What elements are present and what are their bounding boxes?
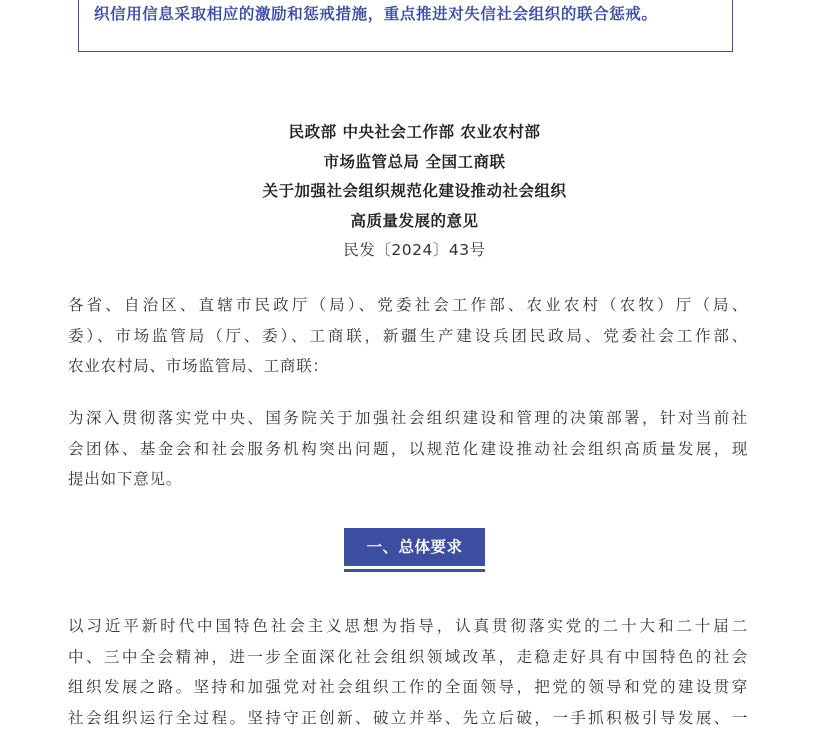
document-number: 民发〔2024〕43号: [0, 236, 829, 266]
section-header: [0, 528, 829, 569]
title-line-1: 关于加强社会组织规范化建设推动社会组织: [0, 177, 829, 207]
issuers-line-2: 市场监管总局 全国工商联: [0, 148, 829, 178]
intro-line: 提出如下意见。: [68, 464, 748, 495]
issuers-line-1: 民政部 中央社会工作部 农业农村部: [0, 118, 829, 148]
document-heading: [0, 118, 829, 266]
addressees-line: 农业农村局、市场监管局、工商联：: [68, 351, 748, 382]
body-line: 中、三中全会精神，进一步全面深化社会组织领域改革，走稳走好具有中国特色的社会: [68, 642, 748, 673]
body-line: 社会组织运行全过程。坚持守正创新、破立并举、先立后破，一手抓积极引导发展、一: [68, 703, 748, 733]
body-paragraph: [68, 611, 748, 733]
section-badge-general-requirements: 一、总体要求: [344, 528, 484, 569]
addressees-paragraph: [68, 290, 748, 382]
addressees-line: 各省、自治区、直辖市民政厅（局）、党委社会工作部、农业农村（农牧）厅（局、: [68, 290, 748, 321]
title-line-2: 高质量发展的意见: [0, 207, 829, 237]
callout-box: [78, 0, 733, 52]
intro-line: 为深入贯彻落实党中央、国务院关于加强社会组织建设和管理的决策部署，针对当前社: [68, 403, 748, 434]
callout-text: 织信用信息采取相应的激励和惩戒措施，重点推进对失信社会组织的联合惩戒。: [94, 2, 658, 24]
intro-line: 会团体、基金会和社会服务机构突出问题，以规范化建设推动社会组织高质量发展，现: [68, 434, 748, 465]
addressees-line: 委）、市场监管局（厅、委）、工商联，新疆生产建设兵团民政局、党委社会工作部、: [68, 321, 748, 352]
intro-paragraph: [68, 403, 748, 495]
body-line: 组织发展之路。坚持和加强党对社会组织工作的全面领导，把党的领导和党的建设贯穿: [68, 672, 748, 703]
body-line: 以习近平新时代中国特色社会主义思想为指导，认真贯彻落实党的二十大和二十届二: [68, 611, 748, 642]
